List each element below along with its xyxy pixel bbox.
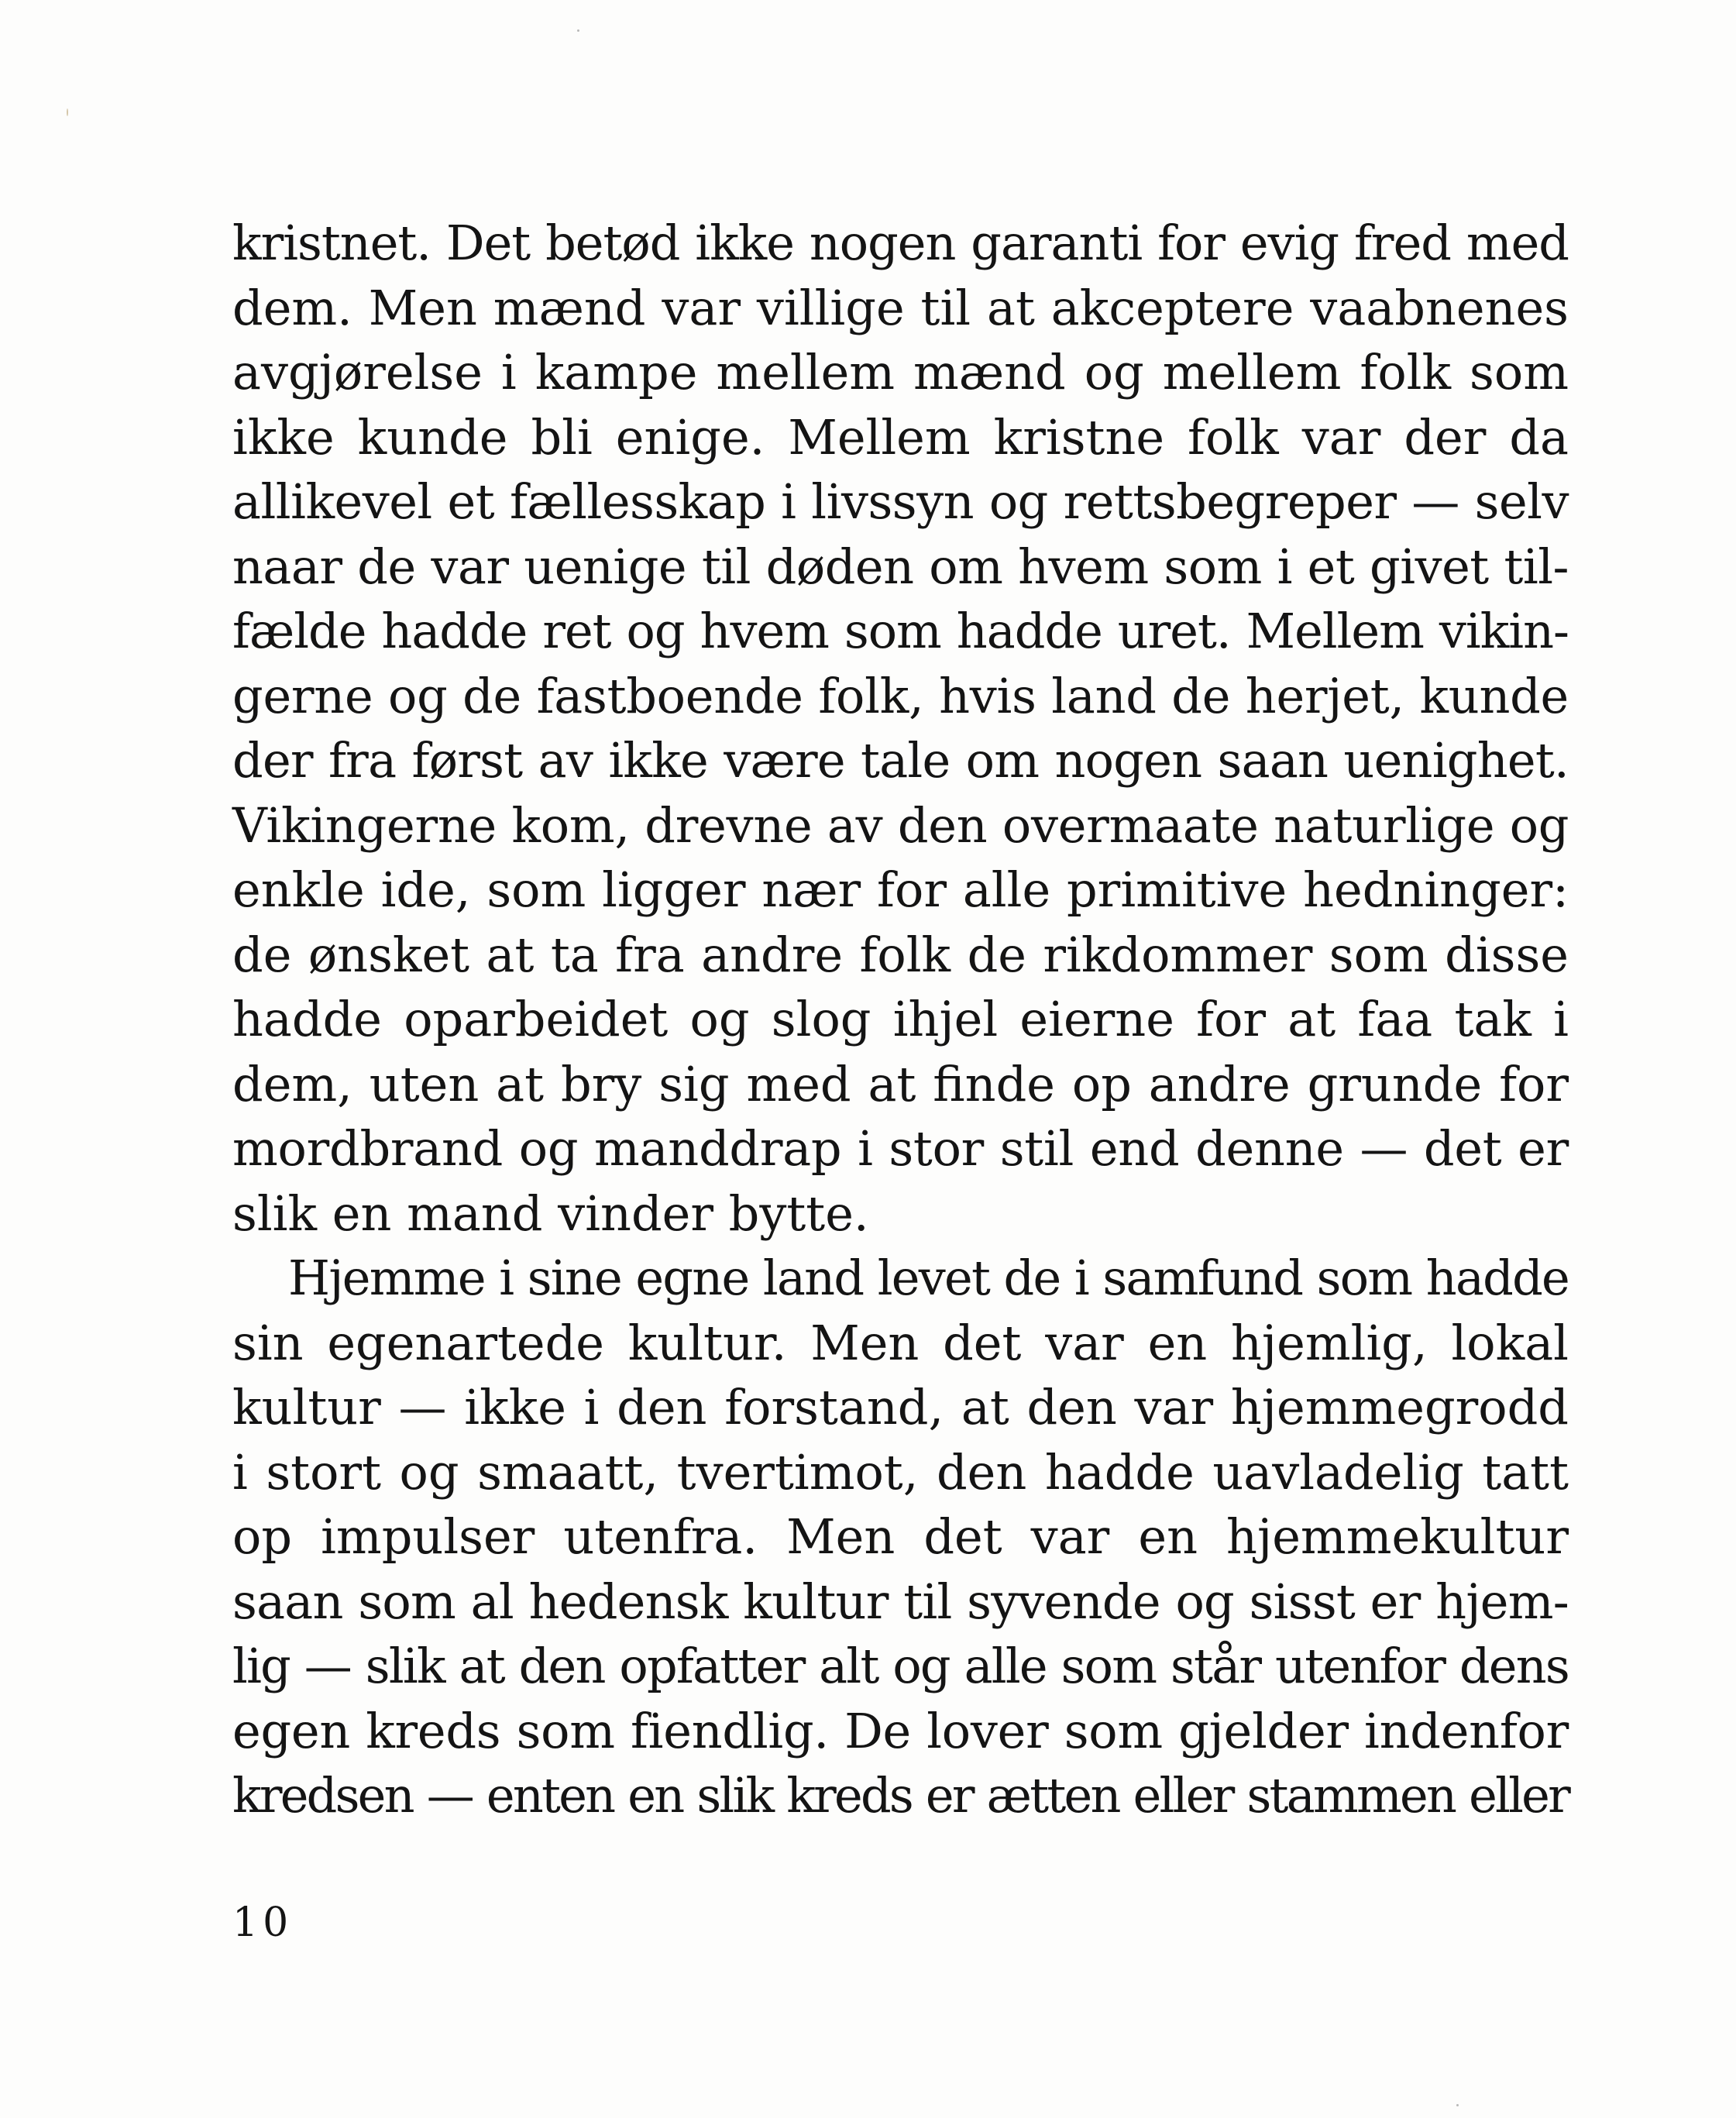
text-line: kredsen — enten en slik kreds er ætten eller stammen eller <box>232 1767 1569 1824</box>
text-line: ikke kunde bli enige. Mellem kristne folk var der da <box>232 408 1569 466</box>
paragraph <box>232 211 1569 1246</box>
text-line: hadde oparbeidet og slog ihjel eierne for at faa tak i <box>232 991 1569 1047</box>
paper-speck <box>577 29 579 32</box>
body-text <box>232 211 1569 1828</box>
text-line: kristnet. Det betød ikke nogen garanti for evig fred med <box>232 215 1569 271</box>
text-line: naar de var uenige til døden om hvem som i et givet til- <box>232 538 1569 595</box>
text-line: Hjemme i sine egne land levet de i samfund som hadde <box>288 1250 1569 1306</box>
page-number: 10 <box>232 1900 294 1946</box>
text-line: der fra først av ikke være tale om nogen saan uenighet. <box>232 732 1569 789</box>
text-line: slik en mand vinder bytte. <box>232 1184 869 1242</box>
text-line: op impulser utenfra. Men det var en hjemmekultur <box>232 1508 1569 1565</box>
text-line: avgjørelse i kampe mellem mænd og mellem folk som <box>232 344 1569 401</box>
text-line: gerne og de fastboende folk, hvis land de herjet, kunde <box>232 667 1569 724</box>
text-line: kultur — ikke i den forstand, at den var hjemmegrodd <box>232 1379 1569 1435</box>
text-line: Vikingerne kom, drevne av den overmaate naturlige og <box>232 796 1569 854</box>
text-line: enkle ide, som ligger nær for alle primitive hedninger: <box>232 861 1569 918</box>
text-line: egen kreds som fiendlig. De lover som gjelder indenfor <box>232 1702 1569 1759</box>
text-line: dem, uten at bry sig med at finde op andre grunde for <box>232 1055 1569 1112</box>
text-line: de ønsket at ta fra andre folk de rikdommer som disse <box>232 926 1569 983</box>
paper-speck <box>67 108 68 116</box>
text-line: sin egenartede kultur. Men det var en hjemlig, lokal <box>232 1314 1569 1371</box>
text-line: lig — slik at den opfatter alt og alle som står utenfor dens <box>232 1638 1569 1694</box>
paragraph <box>232 1246 1569 1828</box>
text-line: dem. Men mænd var villige til at akceptere vaabnenes <box>232 279 1569 336</box>
paper-speck <box>1456 2104 1459 2106</box>
text-line: mordbrand og manddrap i stor stil end denne — det er <box>232 1120 1569 1177</box>
text-line: i stort og smaatt, tvertimot, den hadde uavladelig tatt <box>232 1443 1569 1501</box>
text-line: fælde hadde ret og hvem som hadde uret. Mellem vikin- <box>232 603 1569 659</box>
text-line: allikevel et fællesskap i livssyn og rettsbegreper — selv <box>232 473 1569 530</box>
text-line: saan som al hedensk kultur til syvende og sisst er hjem- <box>232 1573 1569 1630</box>
